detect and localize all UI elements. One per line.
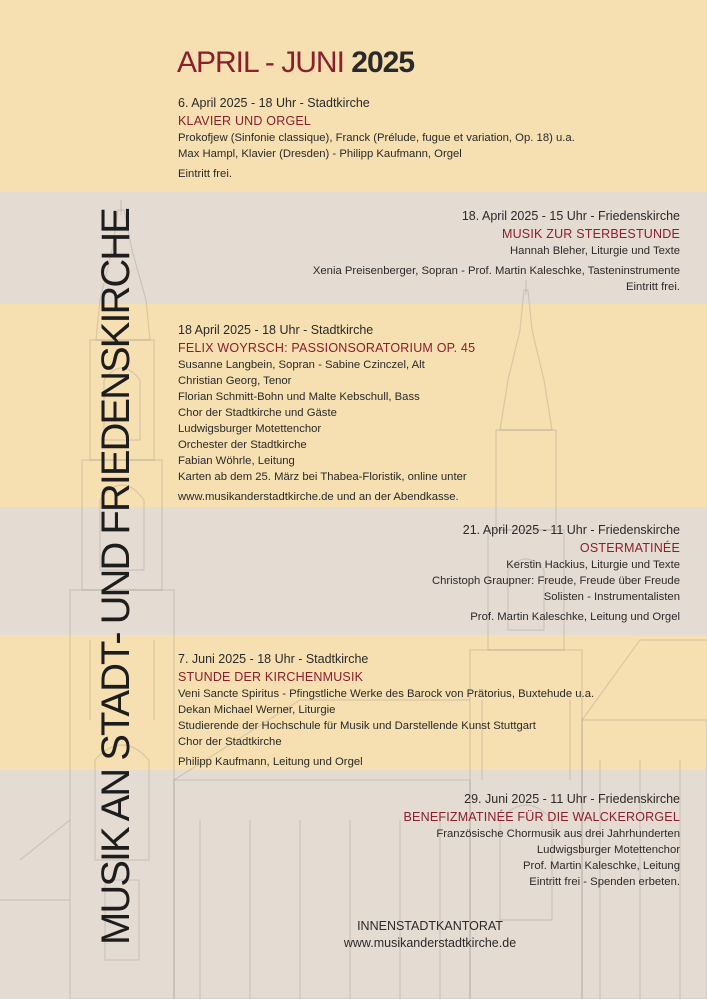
event-line: Hannah Bleher, Liturgie und Texte [510,245,680,257]
page-headline [177,46,414,80]
headline-year: 2025 [351,46,415,79]
event-3 [178,321,475,505]
event-line: Orchester der Stadtkirche [178,439,307,451]
event-date: 18 April 2025 - 18 Uhr - Stadtkirche [178,323,374,337]
event-title: STUNDE DER KIRCHENMUSIK [178,670,364,684]
event-title: OSTERMATINÉE [579,541,680,555]
event-5 [178,650,594,770]
event-title: KLAVIER UND ORGEL [178,114,312,128]
event-6 [404,790,680,890]
footer [300,918,560,952]
event-line: Xenia Preisenberger, Sopran - Prof. Martin Kaleschke, Tasteninstrumente [312,265,680,277]
event-line: Prof. Martin Kaleschke, Leitung [523,860,680,872]
event-line: Christoph Graupner: Freude, Freude über Freude [431,575,680,587]
event-line: Solisten - Instrumentalisten [543,591,680,603]
event-line: Fabian Wöhrle, Leitung [178,455,295,467]
event-line: Dekan Michael Werner, Liturgie [178,704,336,716]
event-line: Kerstin Hackius, Liturgie und Texte [506,559,680,571]
event-title: MUSIK ZUR STERBESTUNDE [501,227,680,241]
event-line: Karten ab dem 25. März bei Thabea-Floristik, online unter [178,471,467,483]
event-line: Florian Schmitt-Bohn und Malte Kebschull, Bass [178,391,420,403]
footer-organization: INNENSTADTKANTORAT [357,919,503,933]
event-line: Christian Georg, Tenor [178,375,292,387]
footer-website-link[interactable]: www.musikanderstadtkirche.de [343,936,517,950]
event-line: Prof. Martin Kaleschke, Leitung und Orgel [470,611,680,623]
event-line: Ludwigsburger Motettenchor [536,844,680,856]
event-2 [313,207,680,295]
event-admission: Eintritt frei. [178,168,232,180]
event-date: 6. April 2025 - 18 Uhr - Stadtkirche [178,96,370,110]
headline-months: APRIL - JUNI [177,46,344,79]
event-title: FELIX WOYRSCH: PASSIONSORATORIUM OP. 45 [178,341,476,355]
event-date: 18. April 2025 - 15 Uhr - Friedenskirche [461,209,680,223]
event-date: 7. Juni 2025 - 18 Uhr - Stadtkirche [178,652,369,666]
event-line: Prokofjew (Sinfonie classique), Franck (Prélude, fugue et variation, Op. 18) u.a. [178,132,575,144]
event-admission: Eintritt frei. [626,281,680,293]
event-date: 29. Juni 2025 - 11 Uhr - Friedenskirche [464,792,680,806]
event-line: Studierende der Hochschule für Musik und Darstellende Kunst Stuttgart [178,720,536,732]
event-admission: Eintritt frei - Spenden erbeten. [529,876,680,888]
event-line: Philipp Kaufmann, Leitung und Orgel [178,756,363,768]
event-date: 21. April 2025 - 11 Uhr - Friedenskirche [462,523,680,537]
event-website: www.musikanderstadtkirche.de und an der Abendkasse. [178,491,459,503]
side-title: MUSIK AN STADT- UND FRIEDENSKIRCHE [94,209,138,945]
event-line: Französische Chormusik aus drei Jahrhunderten [436,828,680,840]
event-title: BENEFIZMATINÉE FÜR DIE WALCKERORGEL [403,810,680,824]
event-line: Ludwigsburger Motettenchor [178,423,322,435]
event-line: Susanne Langbein, Sopran - Sabine Czinczel, Alt [178,359,425,371]
event-line: Chor der Stadtkirche und Gäste [178,407,337,419]
event-line: Max Hampl, Klavier (Dresden) - Philipp Kaufmann, Orgel [178,148,462,160]
event-1 [178,94,575,182]
event-4 [432,521,680,625]
event-line: Veni Sancte Spiritus - Pfingstliche Werke des Barock von Prätorius, Buxtehude u.a. [178,688,595,700]
event-line: Chor der Stadtkirche [178,736,282,748]
